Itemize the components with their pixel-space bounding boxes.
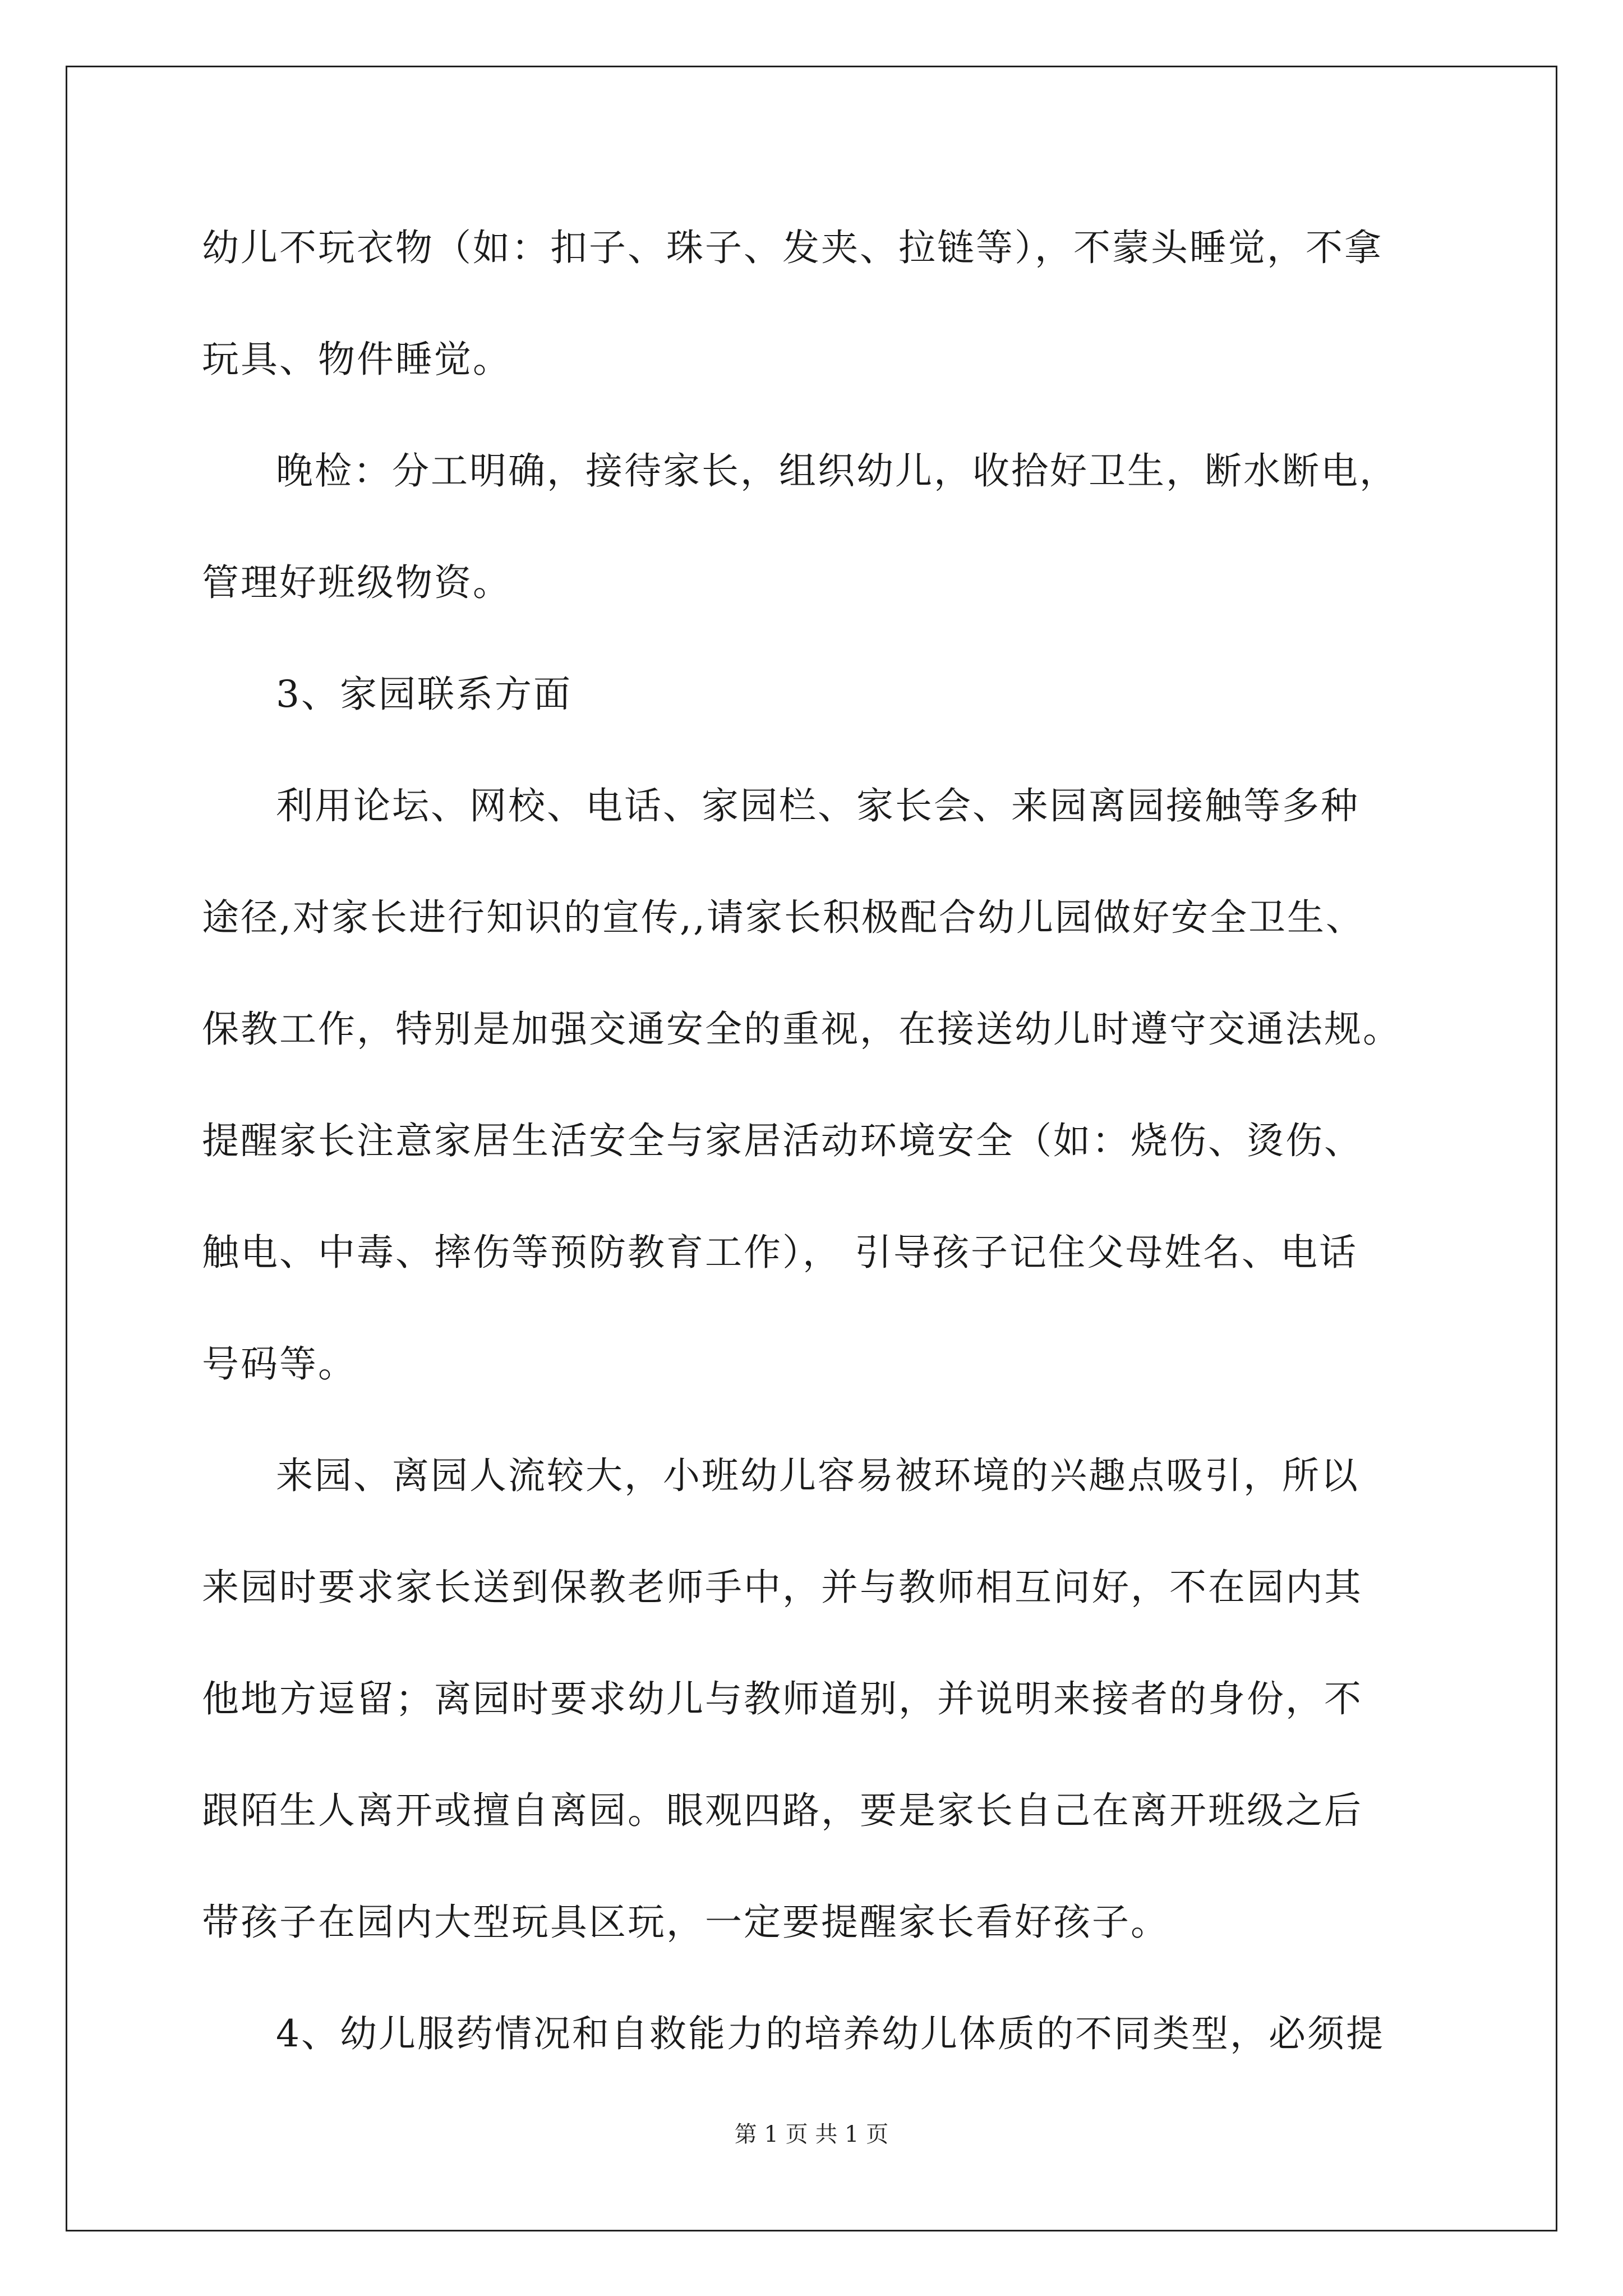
text-line: 来园时要求家长送到保教老师手中，并与教师相互问好，不在园内其 [202,1566,1363,1609]
page-number-footer: 第 1 页 共 1 页 [734,2122,889,2147]
section-heading: 4、幼儿服药情况和自救能力的培养幼儿体质的不同类型，必须提 [276,2012,1385,2055]
text-line: 来园、离园人流较大，小班幼儿容易被环境的兴趣点吸引，所以 [276,1454,1359,1497]
text-line: 途径,对家长进行知识的宣传,,请家长积极配合幼儿园做好安全卫生、 [202,896,1364,939]
text-line: 他地方逗留；离园时要求幼儿与教师道别，并说明来接者的身份，不 [202,1677,1363,1720]
text-line: 带孩子在园内大型玩具区玩，一定要提醒家长看好孩子。 [202,1901,1169,1944]
text-line: 晚检：分工明确，接待家长，组织幼儿，收拾好卫生，断水断电， [276,449,1398,493]
text-line: 幼儿不玩衣物（如：扣子、珠子、发夹、拉链等），不蒙头睡觉，不拿 [202,226,1383,269]
text-line: 利用论坛、网校、电话、家园栏、家长会、来园离园接触等多种 [276,784,1359,827]
text-line: 触电、中毒、摔伤等预防教育工作）， 引导孩子记住父母姓名、电话 [202,1231,1358,1274]
text-line: 玩具、物件睡觉。 [202,338,511,381]
text-line: 提醒家长注意家居生活安全与家居活动环境安全（如：烧伤、烫伤、 [202,1119,1363,1162]
text-line: 保教工作，特别是加强交通安全的重视，在接送幼儿时遵守交通法规。 [202,1007,1401,1051]
text-line: 跟陌生人离开或擅自离园。眼观四路，要是家长自己在离开班级之后 [202,1789,1363,1832]
section-heading: 3、家园联系方面 [276,673,572,716]
text-line: 号码等。 [202,1342,357,1386]
text-line: 管理好班级物资。 [202,561,511,604]
